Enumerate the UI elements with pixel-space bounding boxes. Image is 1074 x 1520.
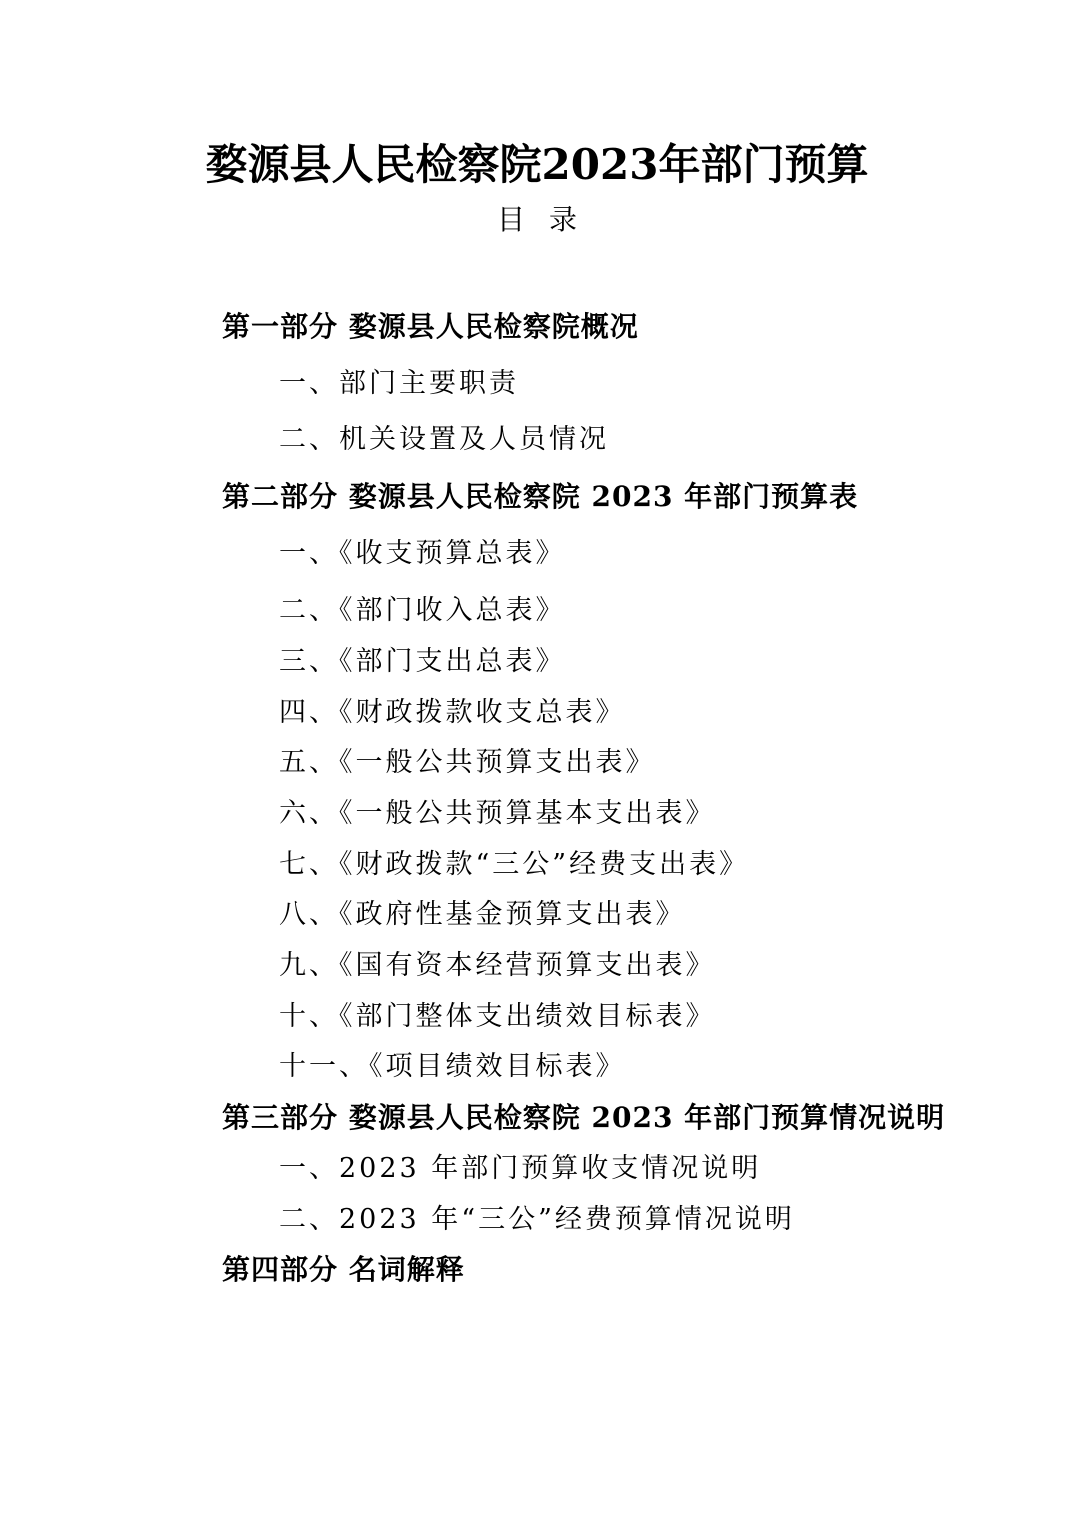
toc-item: 九、《国有资本经营预算支出表》	[279, 950, 716, 981]
toc-item: 二、《部门收入总表》	[279, 595, 566, 626]
toc-item: 十一、《项目绩效目标表》	[279, 1051, 626, 1082]
toc-item: 二、机关设置及人员情况	[279, 424, 609, 455]
toc-part-4: 第四部分 名词解释	[222, 1253, 465, 1286]
toc-item: 五、《一般公共预算支出表》	[279, 747, 656, 778]
toc-item: 四、《财政拨款收支总表》	[279, 697, 626, 728]
toc-item: 一、《收支预算总表》	[279, 538, 566, 569]
toc-part-1: 第一部分 婺源县人民检察院概况	[222, 310, 639, 343]
toc-item: 一、部门主要职责	[279, 368, 519, 399]
toc-item: 六、《一般公共预算基本支出表》	[279, 798, 716, 829]
toc-heading: 目录	[496, 203, 601, 236]
toc-item: 七、《财政拨款“三公”经费支出表》	[279, 849, 750, 880]
toc-item: 八、《政府性基金预算支出表》	[279, 899, 686, 930]
document-title: 婺源县人民检察院2023年部门预算	[205, 140, 869, 189]
toc-part-2: 第二部分 婺源县人民检察院 2023 年部门预算表	[222, 480, 859, 513]
toc-item: 二、2023 年“三公”经费预算情况说明	[279, 1204, 795, 1235]
toc-item: 十、《部门整体支出绩效目标表》	[279, 1001, 716, 1032]
toc-item: 三、《部门支出总表》	[279, 646, 566, 677]
toc-part-3: 第三部分 婺源县人民检察院 2023 年部门预算情况说明	[222, 1101, 946, 1134]
toc-item: 一、2023 年部门预算收支情况说明	[279, 1153, 762, 1184]
